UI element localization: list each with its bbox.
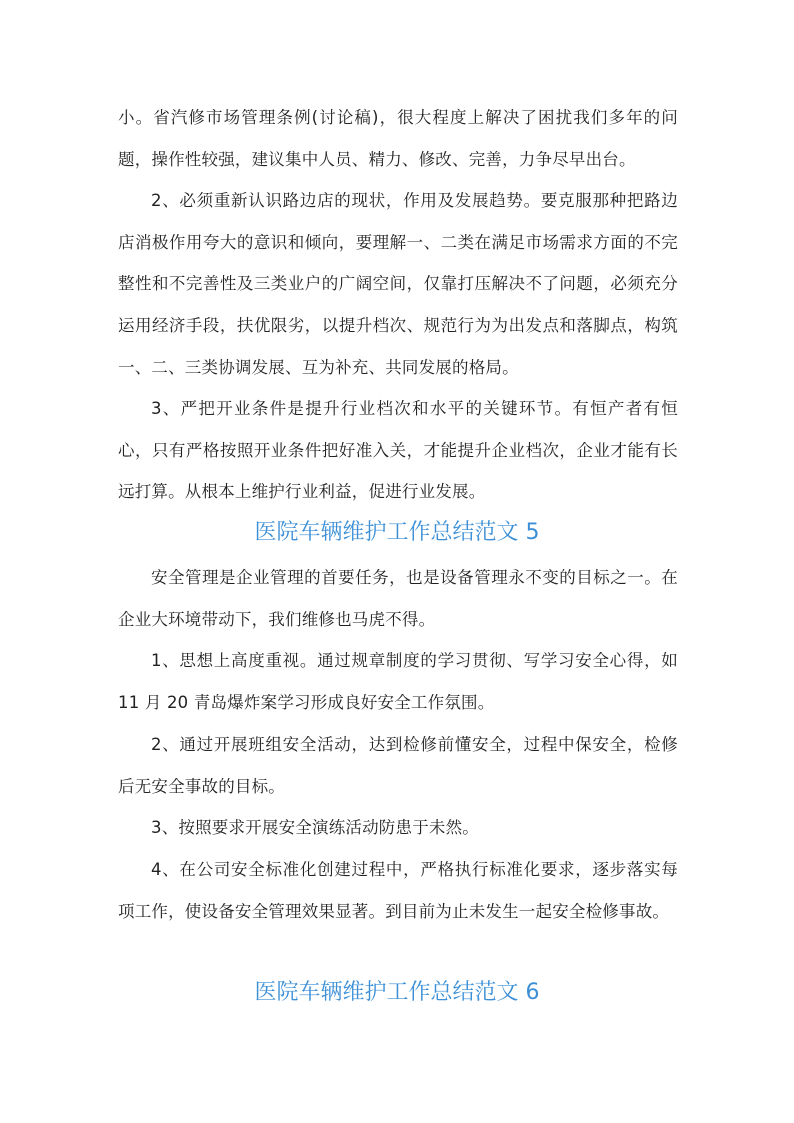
paragraph-point-4: 4、在公司安全标准化创建过程中，严格执行标准化要求，逐步落实每项工作，使设备安全管理效果显著。到目前为止未发生一起安全检修事故。 [118, 860, 678, 921]
paragraph-point-1: 1、思想上高度重视。通过规章制度的学习贯彻、写学习安全心得，如 11 月 20 青岛爆炸案学习形成良好安全工作氛围。 [118, 651, 678, 712]
paragraph-opening-conditions: 3、严把开业条件是提升行业档次和水平的关键环节。有恒产者有恒心，只有严格按照开业条件把好准入关，才能提升企业档次，企业才能有长远打算。从根本上维护行业利益，促进行业发展。 [118, 399, 678, 502]
paragraph-point-2: 2、通过开展班组安全活动，达到检修前懂安全，过程中保安全，检修后无安全事故的目标。 [118, 735, 678, 796]
paragraph-point-3: 3、按照要求开展安全演练活动防患于未然。 [151, 818, 479, 837]
section-heading-6: 医院车辆维护工作总结范文 6 [254, 980, 540, 1005]
paragraph-roadside-shops: 2、必须重新认识路边店的现状，作用及发展趋势。要克服那种把路边店消极作用夸大的意识和倾向，要理解一、二类在满足市场需求方面的不完整性和不完善性及三类业户的广阔空间，仅靠打压解决不了问题，必须充分运用经济手段，扶优限劣，以提升档次、规范行为为出发点和落脚点，构筑一、二、三类协调发展、互为补充、共同发展的格局。 [118, 191, 678, 377]
section-heading-5: 医院车辆维护工作总结范文 5 [254, 520, 540, 545]
paragraph-safety-management: 安全管理是企业管理的首要任务，也是设备管理永不变的目标之一。在企业大环境带动下，我们维修也马虎不得。 [118, 568, 678, 629]
paragraph-market-regulation: 小。省汽修市场管理条例(讨论稿)，很大程度上解决了困扰我们多年的问题，操作性较强，建议集中人员、精力、修改、完善，力争尽早出台。 [118, 108, 678, 169]
